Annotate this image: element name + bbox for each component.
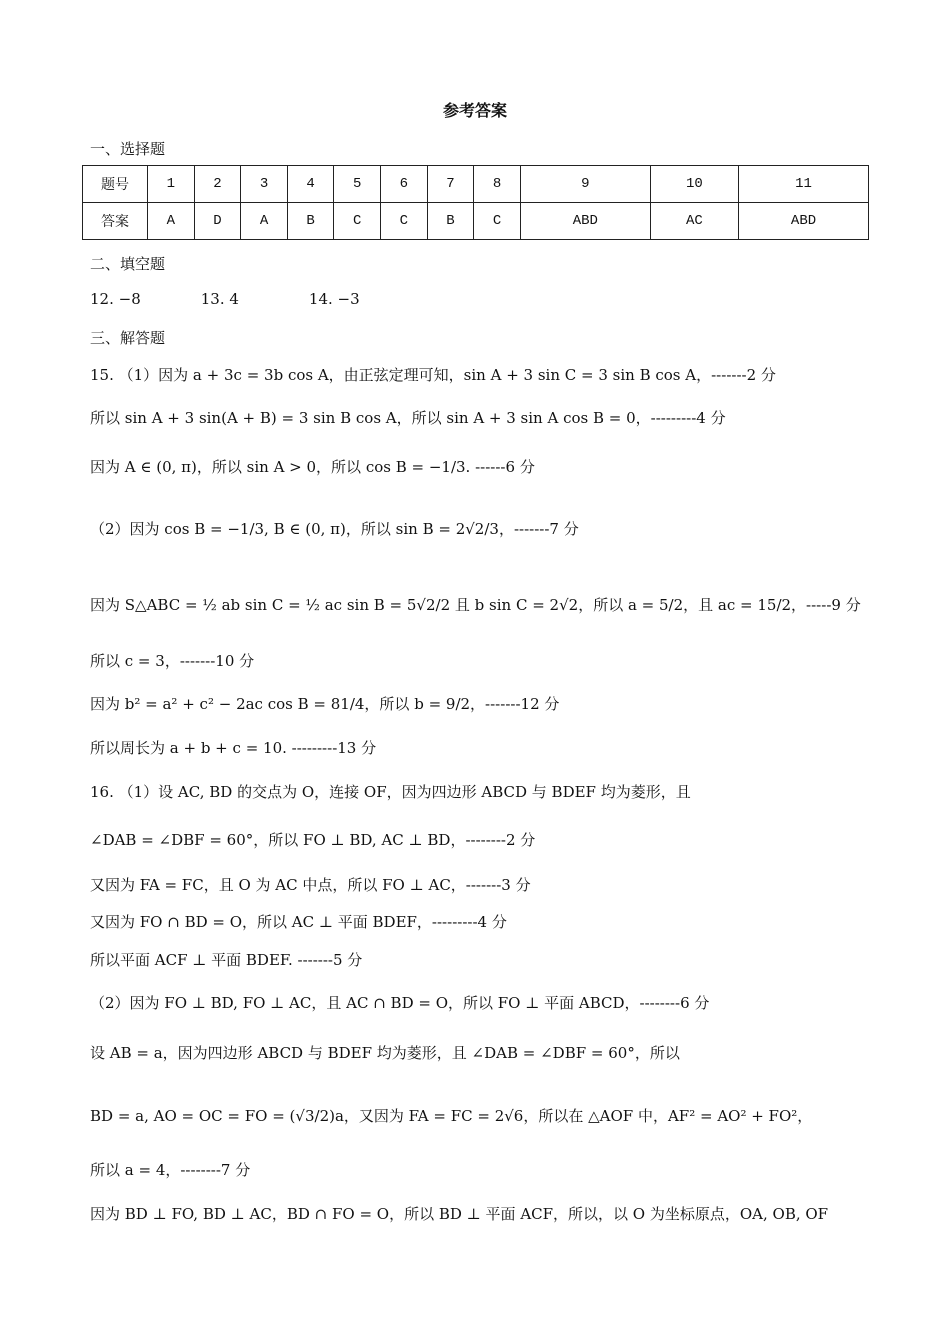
answer-cell: C [334, 203, 381, 240]
question-number: 2 [194, 166, 241, 203]
solution-line: 所以 sin A + 3 sin(A + B) = 3 sin B cos A，所以 sin A + 3 sin A cos B = 0，---------4 分 [90, 409, 726, 427]
solution-line: ∠DAB = ∠DBF = 60°，所以 FO ⊥ BD, AC ⊥ BD，--------2 分 [90, 831, 536, 849]
fill-answer-12: 12. −8 [90, 290, 141, 308]
solution-line: 因为 b² = a² + c² − 2ac cos B = 81/4，所以 b = 9/2，-------12 分 [90, 695, 560, 713]
solution-line: （2）因为 FO ⊥ BD, FO ⊥ AC，且 AC ∩ BD = O，所以 FO ⊥ 平面 ABCD，--------6 分 [90, 994, 710, 1012]
row-label-answer: 答案 [83, 203, 148, 240]
solution-line: 又因为 FA = FC，且 O 为 AC 中点，所以 FO ⊥ AC，-------3 分 [90, 876, 531, 894]
table-row [83, 203, 869, 240]
answer-cell: ABD [739, 203, 869, 240]
question-number: 6 [381, 166, 428, 203]
answer-cell: AC [650, 203, 738, 240]
solution-line: 16. （1）设 AC, BD 的交点为 O，连接 OF，因为四边形 ABCD 与 BDEF 均为菱形，且 [90, 783, 691, 801]
solution-line: 设 AB = a，因为四边形 ABCD 与 BDEF 均为菱形，且 ∠DAB = ∠DBF = 60°，所以 [90, 1044, 680, 1062]
solution-line: BD = a, AO = OC = FO = (√3/2)a，又因为 FA = FC = 2√6，所以在 △AOF 中，AF² = AO² + FO²， [90, 1107, 813, 1125]
question-number: 11 [739, 166, 869, 203]
question-number: 5 [334, 166, 381, 203]
answer-cell: ABD [520, 203, 650, 240]
fill-answer-13: 13. 4 [200, 290, 239, 308]
question-number: 4 [287, 166, 334, 203]
page-title: 参考答案 [442, 101, 507, 120]
question-number: 1 [148, 166, 195, 203]
answer-cell: B [287, 203, 334, 240]
question-number: 10 [650, 166, 738, 203]
section-heading-fill: 二、填空题 [90, 255, 166, 273]
solution-line: 所以平面 ACF ⊥ 平面 BDEF. -------5 分 [90, 951, 363, 969]
answer-cell: D [194, 203, 241, 240]
answer-cell: C [474, 203, 521, 240]
solution-line: 所以周长为 a + b + c = 10. ---------13 分 [90, 739, 377, 757]
answer-cell: A [148, 203, 195, 240]
solution-line: 所以 a = 4，--------7 分 [90, 1161, 251, 1179]
fill-answers [90, 290, 360, 308]
fill-answer-14: 14. −3 [308, 290, 360, 308]
solution-line: 15. （1）因为 a + 3c = 3b cos A，由正弦定理可知，sin A + 3 sin C = 3 sin B cos A，-------2 分 [90, 366, 776, 384]
solution-line: 因为 S△ABC = ½ ab sin C = ½ ac sin B = 5√2/2 且 b sin C = 2√2，所以 a = 5/2，且 ac = 15/2，-----9 分 [90, 596, 861, 614]
solution-line: 所以 c = 3，-------10 分 [90, 652, 255, 670]
answer-table [82, 165, 869, 240]
table-row [83, 166, 869, 203]
solution-line: 又因为 FO ∩ BD = O，所以 AC ⊥ 平面 BDEF，---------4 分 [90, 913, 507, 931]
question-number: 7 [427, 166, 474, 203]
solution-line: 因为 BD ⊥ FO, BD ⊥ AC，BD ∩ FO = O，所以 BD ⊥ 平面 ACF，所以，以 O 为坐标原点，OA, OB, OF [90, 1205, 829, 1223]
answer-cell: B [427, 203, 474, 240]
question-number: 3 [241, 166, 288, 203]
section-heading-solution: 三、解答题 [90, 329, 166, 347]
question-number: 8 [474, 166, 521, 203]
row-label-number: 题号 [83, 166, 148, 203]
question-number: 9 [520, 166, 650, 203]
solution-line: 因为 A ∈ (0, π)，所以 sin A > 0，所以 cos B = −1/3. ------6 分 [90, 458, 535, 476]
answer-cell: A [241, 203, 288, 240]
solution-line: （2）因为 cos B = −1/3, B ∈ (0, π)，所以 sin B = 2√2/3，-------7 分 [90, 520, 579, 538]
section-heading-choice: 一、选择题 [90, 140, 166, 158]
answer-cell: C [381, 203, 428, 240]
